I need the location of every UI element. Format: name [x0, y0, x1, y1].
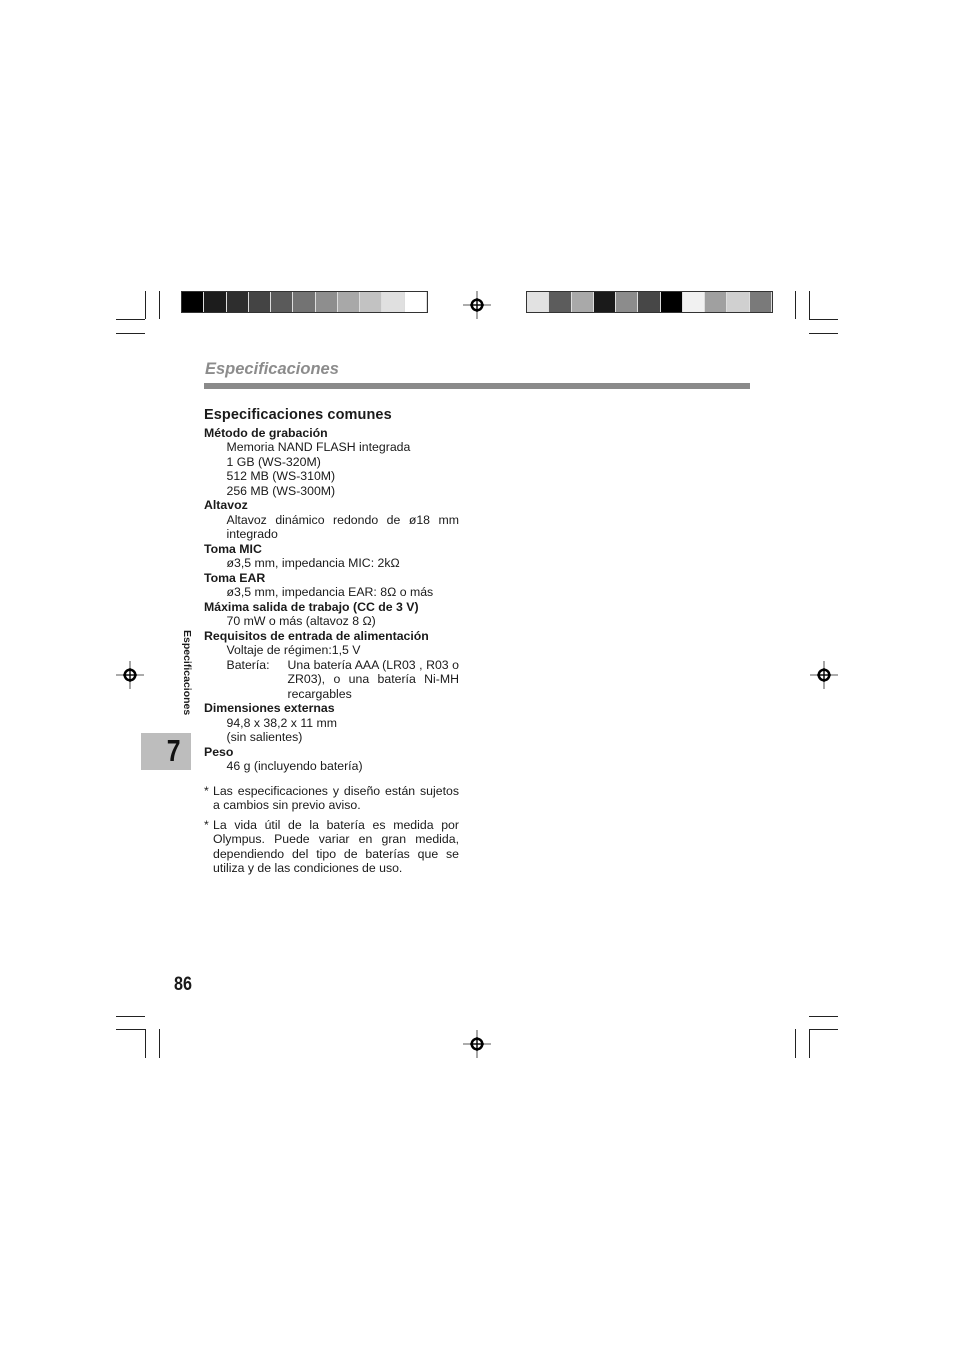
spec-label: Toma MIC: [204, 541, 262, 556]
spec-value: Memoria NAND FLASH integrada: [226, 440, 411, 454]
crop-mark: [795, 291, 796, 319]
registration-mark-icon: [116, 661, 144, 689]
crop-mark: [145, 291, 146, 319]
color-swatch: [661, 292, 683, 312]
color-swatch: [616, 292, 638, 312]
chapter-number: 7: [166, 733, 181, 768]
spec-label: Dimensiones externas: [204, 701, 335, 715]
footnote: [204, 784, 459, 813]
crop-mark: [145, 1029, 146, 1058]
color-swatch: [293, 292, 315, 312]
color-swatch: [316, 292, 338, 312]
spec-label: Altavoz: [204, 498, 248, 512]
crop-mark: [159, 1029, 160, 1058]
spec-value: 256 MB (WS-300M): [226, 483, 336, 498]
color-swatch: [572, 292, 594, 312]
color-swatch: [338, 292, 360, 312]
footnote: [204, 818, 459, 876]
crop-mark: [116, 1016, 145, 1017]
crop-mark: [809, 333, 838, 334]
spec-value: Voltaje de régimen:1,5 V: [226, 643, 361, 657]
spec-label: Requisitos de entrada de alimentación: [204, 628, 429, 643]
crop-mark: [116, 1029, 145, 1030]
spec-value: Altavoz dinámico redondo de ø18 mm integrado: [226, 512, 459, 541]
color-swatch: [405, 292, 427, 312]
color-swatch: [705, 292, 727, 312]
crop-mark: [809, 319, 838, 320]
spec-value: 70 mW o más (altavoz 8 Ω): [226, 614, 376, 628]
crop-mark: [116, 333, 145, 334]
footnote-text: La vida útil de la batería es medida por Olympus. Puede variar en gran medida, dependiendo del tipo de baterías que se utiliza y de las condiciones de uso.: [213, 817, 459, 875]
section-rule: [204, 383, 750, 389]
registration-mark-icon: [463, 1030, 491, 1058]
crop-mark: [809, 291, 810, 319]
color-swatch: [594, 292, 616, 312]
section-title: Especificaciones: [205, 360, 339, 378]
color-swatch: [527, 292, 549, 312]
color-swatch: [249, 292, 271, 312]
crop-mark: [809, 1016, 838, 1017]
crop-mark: [809, 1029, 810, 1058]
footnote-text: Las especificaciones y diseño están sujetos a cambios sin previo aviso.: [213, 783, 459, 812]
battery-row: [204, 658, 459, 702]
side-section-label: Especificaciones: [181, 630, 193, 716]
spec-label: Máxima salida de trabajo (CC de 3 V): [204, 599, 419, 614]
spec-value: Una batería AAA (LR03 , R03 o ZR03), o una batería Ni-MH recargables: [287, 657, 459, 701]
spec-key: Batería:: [226, 657, 270, 672]
color-swatch: [549, 292, 571, 312]
spec-value: 1 GB (WS-320M): [226, 454, 321, 469]
spec-label: Toma EAR: [204, 570, 266, 585]
crop-mark: [795, 1029, 796, 1058]
footnote-marker: *: [204, 817, 209, 832]
spec-value: 46 g (incluyendo batería): [226, 759, 363, 773]
color-swatch: [382, 292, 404, 312]
color-swatch: [638, 292, 660, 312]
crop-mark: [116, 319, 145, 320]
spec-value: (sin salientes): [226, 730, 303, 744]
spec-heading: Especificaciones comunes: [204, 407, 392, 423]
spec-value: 512 MB (WS-310M): [226, 469, 336, 483]
crop-mark: [159, 291, 160, 319]
registration-mark-icon: [810, 661, 838, 689]
color-swatch: [727, 292, 749, 312]
spec-value: 94,8 x 38,2 x 11 mm: [226, 715, 337, 730]
registration-mark-icon: [463, 291, 491, 319]
crop-mark: [809, 1029, 838, 1030]
page-number: 86: [174, 974, 192, 995]
color-swatch: [227, 292, 249, 312]
color-swatch: [204, 292, 226, 312]
color-swatch: [360, 292, 382, 312]
spec-value: ø3,5 mm, impedancia MIC: 2kΩ: [226, 556, 400, 570]
spec-label: Método de grabación: [204, 425, 328, 440]
color-calibration-strip-left: [181, 291, 428, 313]
chapter-tab: [141, 733, 191, 770]
color-swatch: [750, 292, 772, 312]
color-swatch: [182, 292, 204, 312]
footnote-marker: *: [204, 783, 209, 798]
color-calibration-strip-right: [526, 291, 773, 313]
spec-label: Peso: [204, 744, 234, 759]
color-swatch: [683, 292, 705, 312]
spec-value: ø3,5 mm, impedancia EAR: 8Ω o más: [226, 585, 434, 599]
color-swatch: [271, 292, 293, 312]
spec-content: [204, 408, 459, 876]
